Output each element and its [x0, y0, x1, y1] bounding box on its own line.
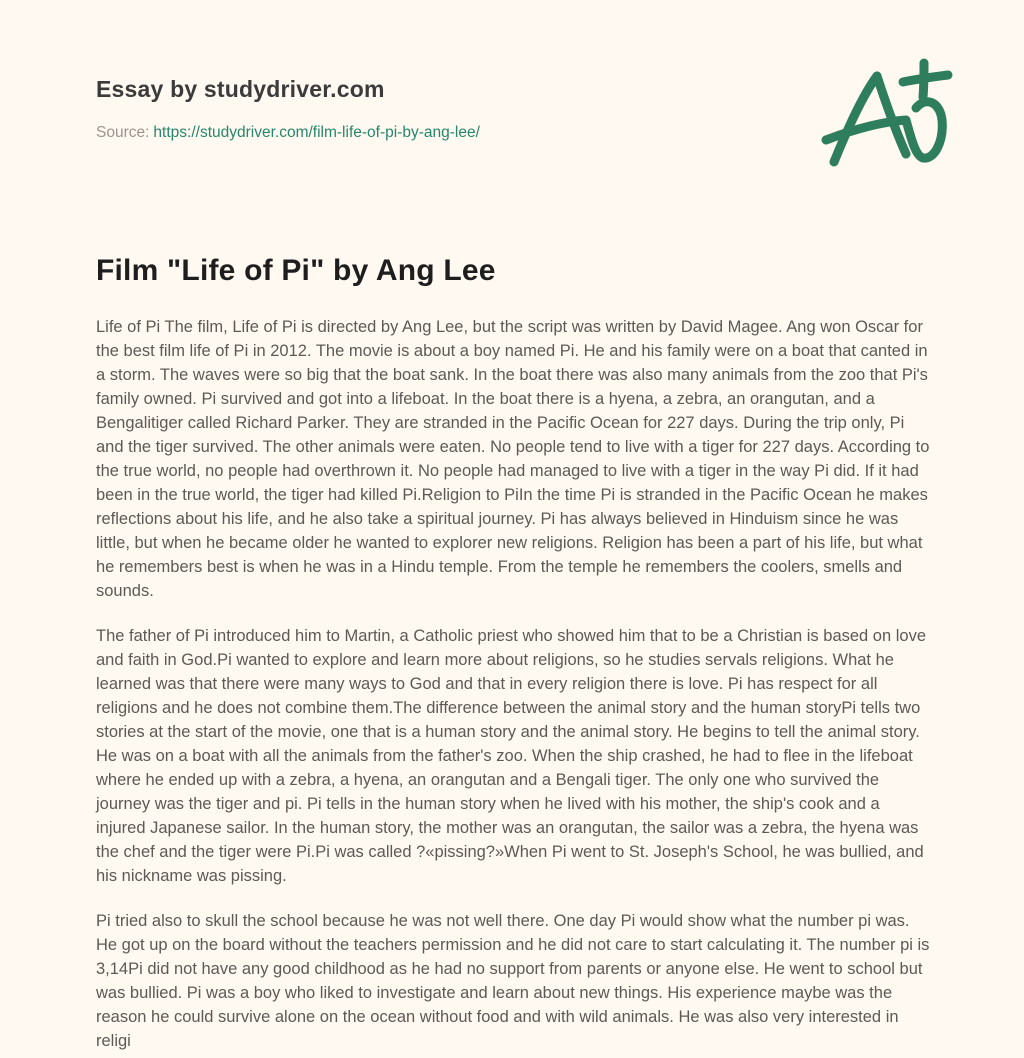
essay-paragraph-1: Life of Pi The film, Life of Pi is directed by Ang Lee, but the script was written by David Magee. Ang won Oscar for the best film life of Pi in 2012. The movie is about a boy named Pi. He and his family were on a boat that canted in a storm. The waves were so big that the boat sank. In the boat there was also many animals from the zoo that Pi's family owned. Pi survived and got into a lifeboat. In the boat there is a hyena, a zebra, an orangutan, and a Bengalitiger called Richard Parker. They are stranded in the Pacific Ocean for 227 days. During the trip only, Pi and the tiger survived. The other animals were eaten. No people tend to live with a tiger for 227 days. According to the true world, no people had overthrown it. No people had managed to live with a tiger in the way Pi did. If it had been in the true world, the tiger had killed Pi.Religion to PiIn the time Pi is stranded in the Pacific Ocean he makes reflections about his life, and he also take a spiritual journey. Pi has always believed in Hinduism since he was little, but when he became older he wanted to explorer new religions. Religion has been a part of his life, but what he remembers best is when he was in a Hindu temple. From the temple he remembers the coolers, smells and sounds. [96, 318, 930, 600]
studydriver-logo [820, 58, 960, 170]
a-plus-logo-icon [820, 58, 960, 170]
source-link[interactable]: https://studydriver.com/film-life-of-pi-by-ang-lee/ [153, 124, 480, 141]
source-row [96, 124, 480, 142]
site-title: Essay by studydriver.com [96, 76, 385, 102]
site-header [96, 76, 480, 142]
essay-title: Film "Life of Pi" by Ang Lee [96, 254, 496, 287]
essay-paragraph-3: Pi tried also to skull the school because he was not well there. One day Pi would show what the number pi was. He got up on the board without the teachers permission and he did not care to start calculating it. The number pi is 3,14Pi did not have any good childhood as he had no support from parents or anyone else. He went to school but was bullied. Pi was a boy who liked to investigate and learn about new things. His experience maybe was the reason he could survive alone on the ocean without food and with wild animals. He was also very interested in religi [96, 912, 930, 1050]
essay-paragraph-2: The father of Pi introduced him to Martin, a Catholic priest who showed him that to be a Christian is based on love and faith in God.Pi wanted to explore and learn more about religions, so he studies servals religions. What he learned was that there were many ways to God and that in every religion there is love. Pi has respect for all religions and he does not combine them.The difference between the animal story and the human storyPi tells two stories at the start of the movie, one that is a human story and the animal story. He begins to tell the animal story. He was on a boat with all the animals from the father's zoo. When the ship crashed, he had to flee in the lifeboat where he ended up with a zebra, a hyena, an orangutan and a Bengali tiger. The only one who survived the journey was the tiger and pi. Pi tells in the human story when he lived with his mother, the ship's cook and a injured Japanese sailor. In the human story, the mother was an orangutan, the sailor was a zebra, the hyena was the chef and the tiger were Pi.Pi was called ?«pissing?»When Pi went to St. Joseph's School, he was bullied, and his nickname was pissing. [96, 627, 927, 885]
source-label: Source: [96, 124, 150, 141]
essay-body [96, 315, 930, 1058]
